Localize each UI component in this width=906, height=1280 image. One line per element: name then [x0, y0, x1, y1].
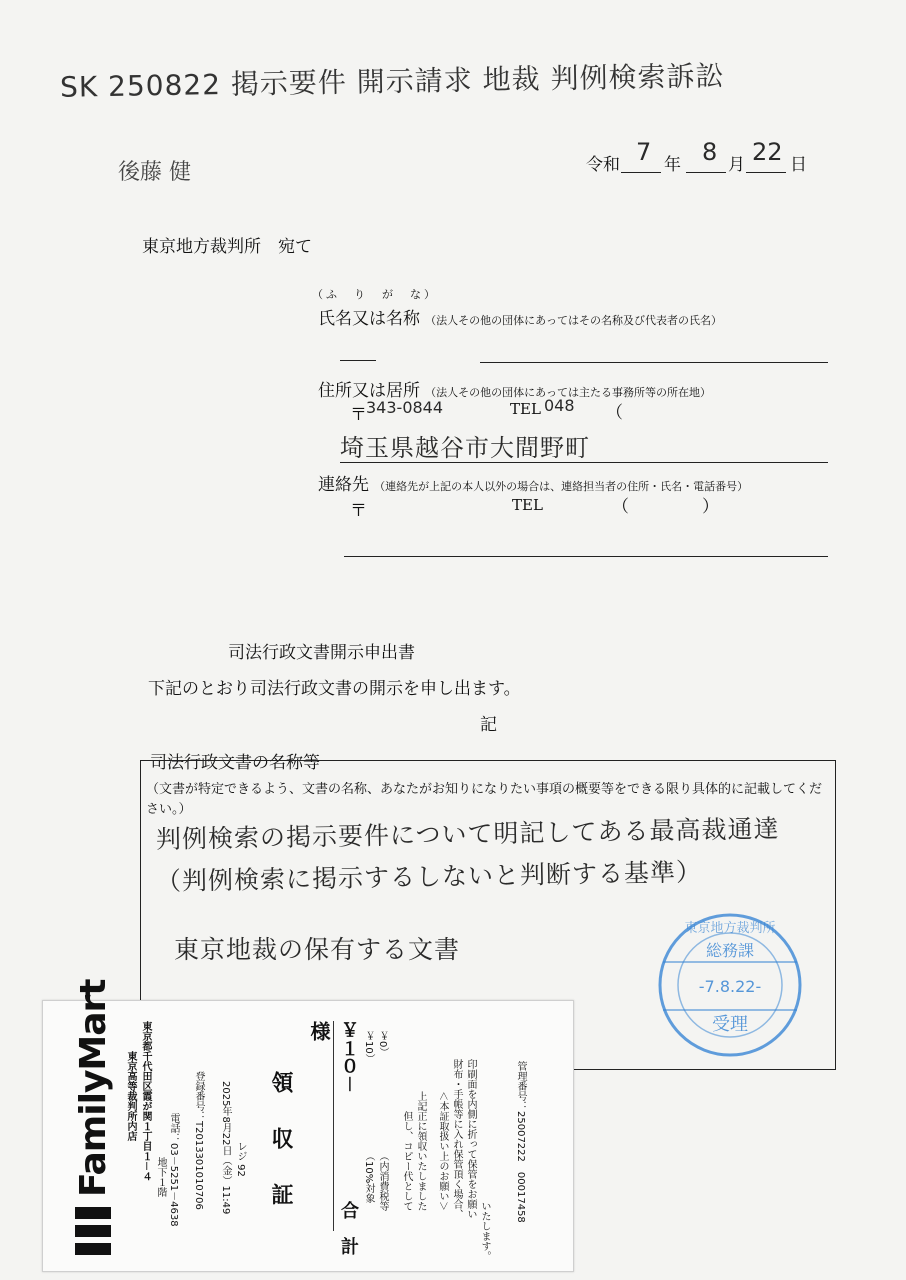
stamp-top: 東京地方裁判所 — [684, 921, 776, 936]
address-tel-label: TEL — [510, 400, 541, 418]
contact-paren-close: ） — [702, 497, 719, 517]
receipt-tax-target: （10%対象 — [363, 1151, 374, 1204]
reception-stamp — [655, 910, 805, 1060]
receipt-sama: 様 — [307, 1021, 331, 1041]
day-underline — [746, 172, 786, 173]
contact-paren-open: （ — [612, 497, 629, 517]
receipt-tax-included-amount: ￥0） — [377, 1031, 388, 1058]
stamp-received: 受理 — [712, 1014, 748, 1035]
receipt-total-amount: ￥１０－ — [338, 1021, 359, 1093]
familymart-brand: FamilyMart — [73, 979, 114, 1197]
receipt-total-label: 合 計 — [338, 1201, 359, 1255]
date-day: 22 — [752, 138, 783, 166]
ki-mark: 記 — [480, 715, 497, 735]
address-underline — [340, 462, 828, 463]
year-underline — [621, 172, 661, 173]
doc-content-line-3: 東京地裁の保有する文書 — [174, 935, 461, 964]
furigana-label: （ふ り が な） — [312, 288, 438, 301]
author-signature: 後藤 健 — [118, 160, 191, 185]
familymart-logo-bars — [75, 1207, 111, 1255]
receipt-request-1: 財布・手帳等に入れ保管頂く場合、 — [451, 1059, 462, 1219]
stamp-date: -7.8.22- — [698, 977, 762, 996]
name-underline-short — [340, 360, 376, 361]
contact-note: （連絡先が上記の本人以外の場合は、連絡担当者の住所・氏名・電話番号） — [374, 480, 749, 493]
receipt-datetime: 2025年8月22日（金）11:49 — [220, 1081, 231, 1215]
doc-content-line-2: （判例検索に掲示するしないと判断する基準） — [155, 857, 703, 896]
receipt-request-2: 印刷面を内側に折って保管をお願い — [465, 1059, 476, 1219]
address-note: （法人その他の団体にあっては主たる事務所等の所在地） — [425, 386, 711, 399]
receipt-request-title: ＜本証取扱い上のお願い＞ — [437, 1091, 448, 1211]
contact-label-row — [318, 470, 838, 495]
doc-content-line-1: 判例検索の掲示要件について明記してある最高裁通達 — [155, 814, 780, 854]
date-month: 8 — [702, 138, 718, 166]
address-postal-mark: 〒 — [350, 405, 367, 425]
receipt-store-name: 東京高等裁判所内店 — [125, 1051, 136, 1141]
receipt-control-no: 管理番号：25007222 00017458 — [515, 1061, 526, 1223]
receipt-title: 領 収 証 — [268, 1071, 293, 1211]
stamp-dept: 総務課 — [705, 941, 755, 960]
receipt-name-line — [333, 1021, 334, 1231]
month-unit: 月 — [728, 155, 745, 175]
contact-underline — [344, 556, 828, 557]
receipt-register: レジ 92 — [235, 1141, 246, 1177]
address-paren-open: （ — [606, 403, 623, 423]
receipt-note-1: 但し、コピー代として — [401, 1111, 412, 1211]
name-note: （法人その他の団体にあってはその名称及び代表者の氏名） — [425, 314, 722, 327]
form-title: 司法行政文書開示申出書 — [228, 643, 415, 663]
era-label: 令和 — [586, 155, 620, 175]
receipt-registration: 登録番号：T2013301010706 — [193, 1071, 204, 1210]
date-row — [586, 138, 816, 178]
doc-instruction: （文書が特定できるよう、文書の名称、あなたがお知りになりたい事項の概要等をできる限り具体的に記載してください。） — [146, 782, 823, 817]
address-label: 住所又は居所 — [318, 381, 420, 401]
date-year: 7 — [636, 138, 652, 166]
doc-name-label: 司法行政文書の名称等 — [150, 753, 320, 773]
header-note: SK 250822 掲示要件 開示請求 地裁 判例検索訴訟 — [59, 59, 725, 104]
name-label-row — [318, 304, 818, 329]
contact-postal-mark: 〒 — [350, 501, 367, 521]
receipt-store-address: 東京都千代田区霞が関１丁目１－４ — [140, 1021, 151, 1181]
receipt-tax-target-amount: ￥10） — [363, 1031, 374, 1064]
receipt-tax-included: （内消費税等 — [377, 1151, 388, 1211]
month-underline — [686, 172, 726, 173]
name-label: 氏名又は名称 — [318, 309, 420, 329]
addressee: 東京地方裁判所 宛て — [142, 237, 312, 257]
year-unit: 年 — [664, 155, 681, 175]
receipt-request-3: いたします。 — [479, 1201, 490, 1261]
receipt — [42, 979, 574, 1272]
receipt-phone: 電話：03－5251－4638 — [168, 1113, 179, 1227]
receipt-note-2: 上記正に領収いたしました — [415, 1091, 426, 1211]
address-postal-code: 343-0844 — [366, 398, 444, 417]
address-text: 埼玉県越谷市大間野町 — [340, 434, 590, 462]
contact-tel-label: TEL — [512, 496, 543, 514]
address-tel-value: 048 — [544, 396, 575, 415]
contact-label: 連絡先 — [318, 475, 369, 495]
receipt-store-floor: 地下１階 — [155, 1157, 166, 1197]
day-unit: 日 — [790, 155, 807, 175]
name-underline — [480, 362, 828, 363]
intro-text: 下記のとおり司法行政文書の開示を申し出ます。 — [148, 679, 521, 699]
